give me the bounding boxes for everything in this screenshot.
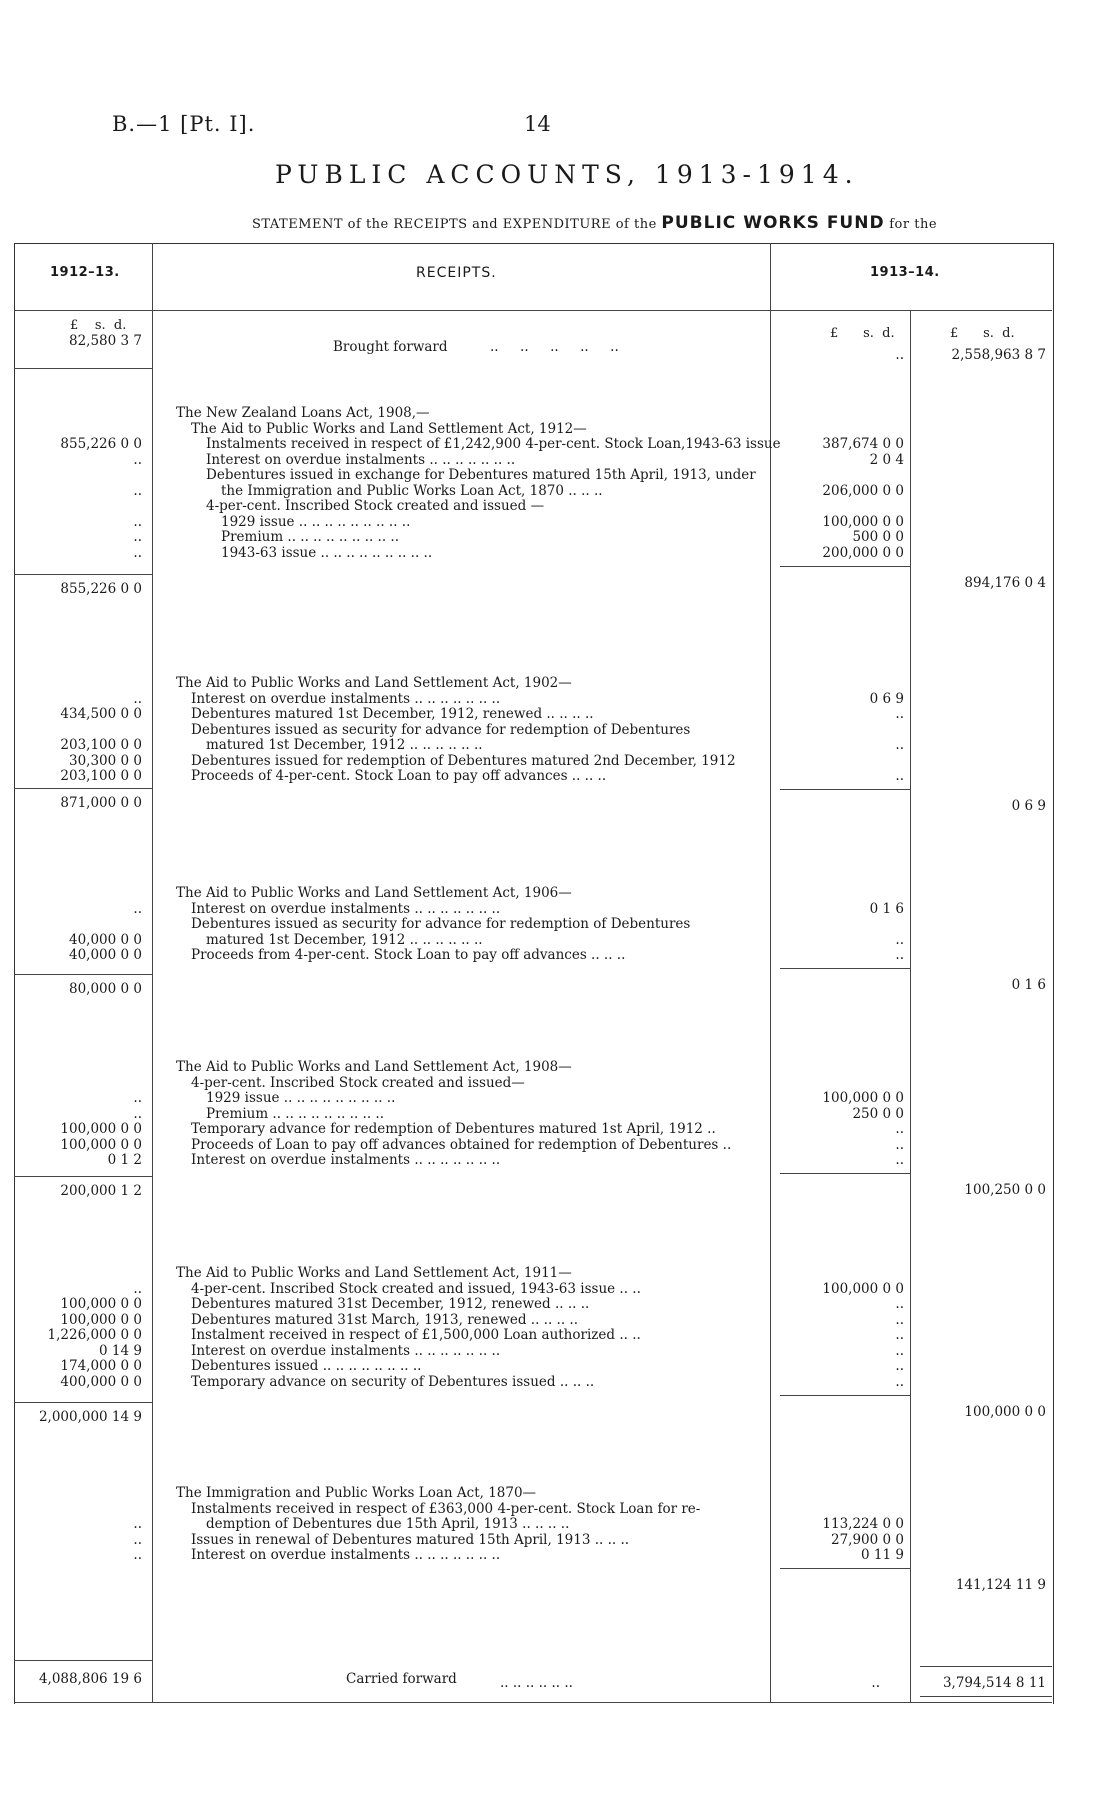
section-total-1913-14: 100,250 0 0 (964, 1182, 1046, 1198)
entry-amount-1912-13: .. (133, 513, 142, 530)
entry-amount-1913-14-detail: .. (895, 931, 904, 948)
entry-text: 4-per-cent. Inscribed Stock created and issued, 1943-63 issue .. .. (191, 1280, 641, 1297)
subtitle-fund-name: PUBLIC WORKS FUND (661, 213, 885, 233)
entry-amount-1912-13: 434,500 0 0 (60, 706, 142, 722)
entry-amount-1913-14-detail: 100,000 0 0 (822, 1280, 904, 1297)
entry-text: The Immigration and Public Works Loan Act, 1870— (176, 1485, 537, 1501)
entry-amount-1913-14-detail: .. (895, 1327, 904, 1343)
entry-text: Premium .. .. .. .. .. .. .. .. .. (221, 529, 400, 545)
entry-amount-1913-14-detail: .. (895, 1152, 904, 1168)
entry-text: Instalment received in respect of £1,500,000 Loan authorized .. .. (191, 1327, 641, 1343)
entry-amount-1913-14-detail: 500 0 0 (852, 529, 904, 545)
entry-text: Premium .. .. .. .. .. .. .. .. .. (206, 1105, 385, 1122)
entry-text: Debentures matured 1st December, 1912, renewed .. .. .. .. (191, 706, 594, 722)
entry-text: Debentures matured 31st December, 1912, renewed .. .. .. (191, 1296, 590, 1312)
entry-amount-1913-14-detail: .. (895, 1373, 904, 1390)
entry-text: The Aid to Public Works and Land Settlement Act, 1906— (176, 885, 572, 901)
page-number: 14 (524, 112, 551, 136)
entry-text: Temporary advance on security of Debentures issued .. .. .. (191, 1373, 595, 1390)
carried-forward-dots: .. .. .. .. .. .. (500, 1675, 573, 1691)
entry-text: Proceeds of Loan to pay off advances obtained for redemption of Debentures .. (191, 1136, 732, 1153)
brought-forward-label: Brought forward (333, 339, 448, 355)
entry-amount-1912-13: 100,000 0 0 (60, 1296, 142, 1312)
carried-forward-middle: .. (871, 1675, 880, 1691)
entry-amount-1913-14-detail: 387,674 0 0 (822, 436, 904, 452)
unit-labels-middle: £ s. d. (830, 326, 895, 341)
entry-text: 1943-63 issue .. .. .. .. .. .. .. .. .. (221, 544, 433, 561)
entry-amount-1912-13: 174,000 0 0 (60, 1358, 142, 1374)
section-total-1912-13: 855,226 0 0 (60, 581, 142, 597)
entry-amount-1912-13: 203,100 0 0 (60, 768, 142, 784)
entry-text: Temporary advance for redemption of Debentures matured 1st April, 1912 .. (191, 1121, 716, 1137)
entry-amount-1913-14-detail: 200,000 0 0 (822, 544, 904, 561)
entry-amount-1912-13: 203,100 0 0 (60, 737, 142, 753)
section-total-1913-14: 0 6 9 (1011, 798, 1046, 814)
entry-amount-1912-13: 40,000 0 0 (69, 947, 142, 963)
entry-amount-1913-14-detail: 100,000 0 0 (822, 513, 904, 530)
entry-amount-1913-14-detail: .. (895, 1342, 904, 1359)
brought-forward-left: 82,580 3 7 (69, 333, 142, 349)
section-total-1912-13: 200,000 1 2 (60, 1183, 142, 1199)
entry-text: 4-per-cent. Inscribed Stock created and issued — (206, 498, 545, 514)
entry-text: The Aid to Public Works and Land Settlement Act, 1908— (176, 1059, 572, 1075)
entry-text: The New Zealand Loans Act, 1908,— (176, 405, 430, 421)
carried-forward-left: 4,088,806 19 6 (38, 1671, 142, 1687)
entry-amount-1912-13: .. (133, 544, 142, 561)
entry-text: The Aid to Public Works and Land Settlement Act, 1911— (176, 1265, 572, 1281)
entry-amount-1912-13: 40,000 0 0 (69, 931, 142, 948)
section-left-rule (14, 788, 152, 789)
entry-amount-1912-13: .. (133, 1105, 142, 1122)
section-total-1912-13: 2,000,000 14 9 (38, 1409, 142, 1425)
entry-amount-1912-13: 100,000 0 0 (60, 1311, 142, 1328)
entry-amount-1912-13: 0 1 2 (107, 1152, 142, 1168)
column-heading-1912-13: 1912–13. (50, 265, 120, 280)
column-heading-1913-14: 1913–14. (870, 265, 940, 280)
entry-text: Proceeds of 4-per-cent. Stock Loan to pay off advances .. .. .. (191, 768, 607, 784)
entry-text: matured 1st December, 1912 .. .. .. .. .. .. (206, 931, 483, 948)
entry-text: Issues in renewal of Debentures matured 15th April, 1913 .. .. .. (191, 1531, 630, 1548)
brought-forward-right: 2,558,963 8 7 (951, 347, 1046, 363)
entry-amount-1912-13: 0 14 9 (99, 1342, 142, 1359)
carried-forward-right-top-rule (920, 1666, 1052, 1667)
carried-forward-top-rule (14, 1660, 152, 1661)
entry-amount-1913-14-detail: 206,000 0 0 (822, 482, 904, 499)
entry-amount-1913-14-detail: .. (895, 1311, 904, 1328)
section-subtotal-rule (780, 1395, 910, 1396)
section-left-rule (14, 1402, 152, 1403)
entry-amount-1913-14-detail: .. (895, 947, 904, 963)
entry-amount-1913-14-detail: .. (895, 1136, 904, 1153)
entry-text: Debentures issued .. .. .. .. .. .. .. .. (191, 1358, 422, 1374)
entry-amount-1912-13: .. (133, 529, 142, 545)
entry-amount-1912-13: .. (133, 1547, 142, 1563)
brought-forward-dots: .. .. .. .. .. (490, 339, 619, 355)
section-total-1913-14: 100,000 0 0 (964, 1403, 1046, 1420)
entry-amount-1913-14-detail: 0 6 9 (869, 690, 904, 707)
section-left-rule (14, 1176, 152, 1177)
table-bottom-rule (14, 1702, 1052, 1703)
entry-amount-1913-14-detail: .. (895, 737, 904, 753)
entry-text: Debentures issued as security for advance for redemption of Debentures (191, 916, 691, 932)
entry-text: demption of Debentures due 15th April, 1913 .. .. .. .. (206, 1516, 570, 1532)
section-subtotal-rule (780, 968, 910, 969)
statement-subtitle (252, 213, 937, 233)
entry-text: Interest on overdue instalments .. .. .. .. .. .. .. (191, 690, 501, 707)
entry-amount-1913-14-detail: .. (895, 1296, 904, 1312)
entry-text: The Aid to Public Works and Land Settlement Act, 1902— (176, 675, 572, 691)
page-title: PUBLIC ACCOUNTS, 1913-1914. (275, 160, 859, 189)
entry-amount-1913-14-detail: .. (895, 768, 904, 784)
entry-amount-1913-14-detail: 2 0 4 (869, 451, 904, 468)
entry-text: The Aid to Public Works and Land Settlement Act, 1912— (191, 420, 587, 437)
entry-text: Debentures issued in exchange for Debentures matured 15th April, 1913, under (206, 467, 756, 483)
entry-text: Interest on overdue instalments .. .. .. .. .. .. .. (191, 1547, 501, 1563)
entry-text: Proceeds from 4-per-cent. Stock Loan to pay off advances .. .. .. (191, 947, 626, 963)
section-subtotal-rule (780, 566, 910, 567)
subtitle-post: for the (889, 217, 938, 232)
column-divider-middle (770, 243, 771, 1703)
entry-amount-1912-13: .. (133, 1531, 142, 1548)
entry-text: 4-per-cent. Inscribed Stock created and issued— (191, 1074, 525, 1091)
unit-labels-right: £ s. d. (950, 326, 1015, 341)
entry-text: Instalments received in respect of £363,000 4-per-cent. Stock Loan for re- (191, 1500, 701, 1517)
column-divider-inner (910, 310, 911, 1703)
entry-amount-1913-14-detail: .. (895, 1121, 904, 1137)
section-left-rule (14, 974, 152, 975)
entry-text: 1929 issue .. .. .. .. .. .. .. .. .. (206, 1090, 396, 1106)
entry-amount-1913-14-detail: 27,900 0 0 (831, 1531, 904, 1548)
entry-text: Debentures matured 31st March, 1913, renewed .. .. .. .. (191, 1311, 578, 1328)
section-total-1913-14: 894,176 0 4 (964, 574, 1046, 591)
entry-amount-1912-13: 100,000 0 0 (60, 1121, 142, 1137)
entry-text: Interest on overdue instalments .. .. .. .. .. .. .. (191, 900, 501, 917)
entry-text: matured 1st December, 1912 .. .. .. .. .. .. (206, 737, 483, 753)
entry-amount-1913-14-detail: 0 1 6 (869, 900, 904, 917)
section-total-1913-14: 141,124 11 9 (955, 1577, 1046, 1593)
carried-forward-label: Carried forward (346, 1671, 457, 1687)
document-reference: B.—1 [Pt. I]. (112, 112, 256, 136)
entry-amount-1912-13: .. (133, 482, 142, 499)
entry-text: Debentures issued for redemption of Debentures matured 2nd December, 1912 (191, 752, 736, 769)
section-total-1913-14: 0 1 6 (1011, 977, 1046, 993)
entry-text: Debentures issued as security for advance for redemption of Debentures (191, 721, 691, 738)
subtitle-pre: STATEMENT of the RECEIPTS and EXPENDITURE of the (252, 217, 657, 232)
entry-amount-1913-14-detail: 100,000 0 0 (822, 1090, 904, 1106)
entry-amount-1912-13: .. (133, 1516, 142, 1532)
entry-amount-1912-13: 855,226 0 0 (60, 436, 142, 452)
entry-text: Interest on overdue instalments .. .. .. .. .. .. .. (191, 1152, 501, 1168)
entry-amount-1912-13: 100,000 0 0 (60, 1136, 142, 1153)
entry-amount-1912-13: .. (133, 900, 142, 917)
carried-forward-right: 3,794,514 8 11 (942, 1675, 1046, 1691)
entry-amount-1913-14-detail: .. (895, 1358, 904, 1374)
header-row-rule (14, 310, 1052, 311)
entry-amount-1912-13: .. (133, 1090, 142, 1106)
column-divider-left (152, 243, 153, 1703)
brought-forward-middle: .. (895, 347, 904, 363)
section-subtotal-rule (780, 1173, 910, 1174)
entry-amount-1912-13: 400,000 0 0 (60, 1373, 142, 1390)
section-total-1912-13: 80,000 0 0 (69, 981, 142, 997)
carried-forward-right-double-rule (920, 1696, 1052, 1697)
section-total-1912-13: 871,000 0 0 (60, 795, 142, 811)
section-left-rule (14, 574, 152, 575)
entry-amount-1912-13: 30,300 0 0 (69, 752, 142, 769)
entry-text: Interest on overdue instalments .. .. .. .. .. .. .. (191, 1342, 501, 1359)
entry-text: the Immigration and Public Works Loan Act, 1870 .. .. .. (221, 482, 603, 499)
section-subtotal-rule (780, 1568, 910, 1569)
entry-amount-1913-14-detail: 0 11 9 (861, 1547, 904, 1563)
entry-amount-1913-14-detail: 250 0 0 (852, 1105, 904, 1122)
entry-amount-1912-13: .. (133, 1280, 142, 1297)
entry-amount-1912-13: .. (133, 690, 142, 707)
entry-text: Interest on overdue instalments .. .. .. .. .. .. .. (206, 451, 516, 468)
entry-amount-1912-13: .. (133, 451, 142, 468)
column-heading-receipts: RECEIPTS. (416, 265, 497, 281)
entry-text: 1929 issue .. .. .. .. .. .. .. .. .. (221, 513, 411, 530)
unit-labels-left: £ s. d. (70, 318, 127, 333)
section-subtotal-rule (780, 789, 910, 790)
entry-amount-1913-14-detail: .. (895, 706, 904, 722)
brought-forward-rule (14, 368, 152, 369)
entry-amount-1912-13: 1,226,000 0 0 (47, 1327, 142, 1343)
entry-amount-1913-14-detail: 113,224 0 0 (822, 1516, 904, 1532)
entry-text: Instalments received in respect of £1,242,900 4-per-cent. Stock Loan,1943-63 issue (206, 436, 781, 452)
